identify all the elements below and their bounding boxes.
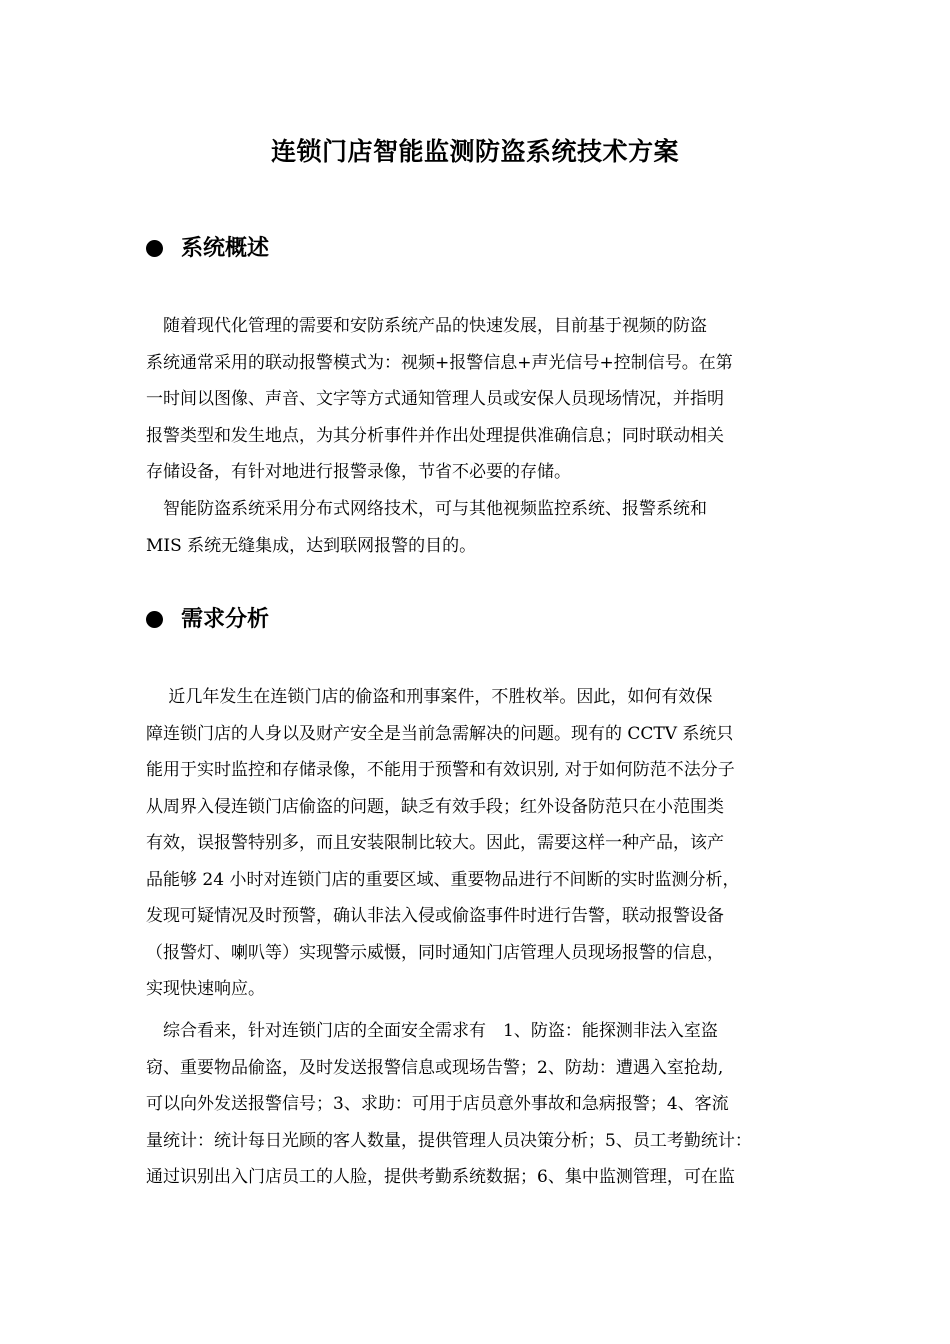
text-line: 障连锁门店的人身以及财产安全是当前急需解决的问题。现有的 CCTV 系统只 (146, 723, 734, 744)
requirements-paragraph-1 (146, 679, 808, 1008)
text-line: 一时间以图像、声音、文字等方式通知管理人员或安保人员现场情况，并指明 (146, 389, 724, 409)
overview-paragraph-1 (146, 308, 808, 491)
text-line: 综合看来，针对连锁门店的全面安全需求有 1、防盗：能探测非法入室盗 (146, 1021, 718, 1041)
document-title: 连锁门店智能监测防盗系统技术方案 (270, 137, 679, 166)
section-heading-text: 系统概述 (181, 235, 270, 261)
text-line: 从周界入侵连锁门店偷盗的问题，缺乏有效手段；红外设备防范只在小范围类 (146, 796, 724, 817)
text-line: 可以向外发送报警信号；3、求助：可用于店员意外事故和急病报警；4、客流 (146, 1094, 729, 1114)
requirements-paragraph-2 (146, 1013, 808, 1196)
text-line: 存储设备，有针对地进行报警录像，节省不必要的存储。 (146, 462, 571, 482)
text-line: 发现可疑情况及时预警，确认非法入侵或偷盗事件时进行告警，联动报警设备 (146, 906, 724, 926)
text-line: 品能够 24 小时对连锁门店的重要区域、重要物品进行不间断的实时监测分析， (146, 869, 740, 890)
section-heading-text: 需求分析 (181, 606, 270, 632)
text-line: 随着现代化管理的需要和安防系统产品的快速发展，目前基于视频的防盗 (146, 316, 707, 336)
section-heading-overview (146, 232, 269, 264)
text-line: 近几年发生在连锁门店的偷盗和刑事案件，不胜枚举。因此，如何有效保 (146, 687, 713, 707)
text-line: 报警类型和发生地点，为其分析事件并作出处理提供准确信息；同时联动相关 (146, 425, 724, 446)
text-line: 智能防盗系统采用分布式网络技术，可与其他视频监控系统、报警系统和 (146, 499, 707, 519)
text-line: 窃、重要物品偷盗，及时发送报警信息或现场告警；2、防劫：遭遇入室抢劫, (146, 1057, 724, 1078)
section-heading-requirements (146, 603, 269, 635)
overview-paragraph-2 (146, 491, 808, 564)
text-line: 有效，误报警特别多，而且安装限制比较大。因此，需要这样一种产品，该产 (146, 833, 724, 853)
text-line: MIS 系统无缝集成，达到联网报警的目的。 (146, 535, 477, 556)
bullet-icon (146, 240, 163, 257)
text-line: 实现快速响应。 (146, 979, 265, 999)
text-line: 量统计：统计每日光顾的客人数量，提供管理人员决策分析；5、员工考勤统计： (146, 1130, 752, 1151)
text-line: 能用于实时监控和存储录像，不能用于预警和有效识别, 对于如何防范不法分子 (146, 760, 735, 780)
text-line: 系统通常采用的联动报警模式为：视频+报警信息+声光信号+控制信号。在第 (146, 352, 733, 373)
text-line: 通过识别出入门店员工的人脸，提供考勤系统数据；6、集中监测管理，可在监 (146, 1167, 735, 1187)
bullet-icon (146, 611, 163, 628)
text-line: （报警灯、喇叭等）实现警示威慑，同时通知门店管理人员现场报警的信息， (146, 942, 724, 963)
